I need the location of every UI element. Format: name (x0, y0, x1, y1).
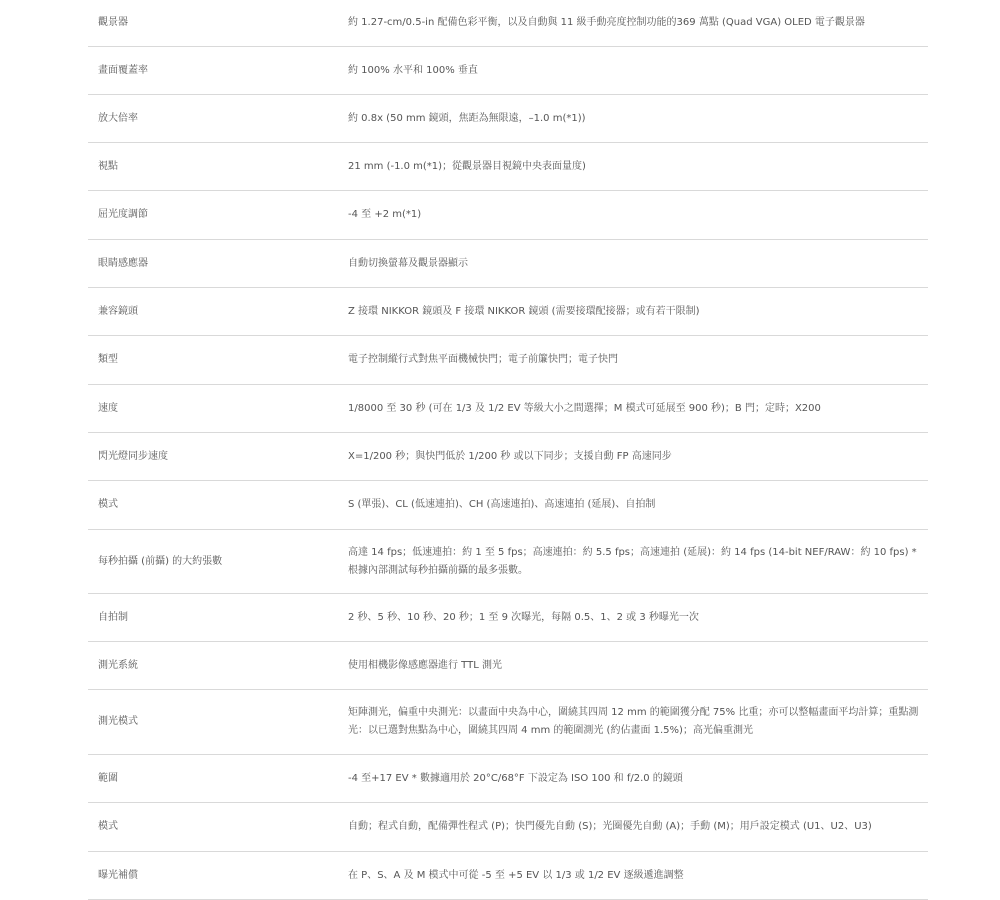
spec-row-release-mode (88, 481, 928, 530)
spec-label: 類型 (98, 354, 118, 365)
spec-row-self-timer (88, 594, 928, 642)
spec-value: -4 至+17 EV * 數據適用於 20°C/68°F 下設定為 ISO 100 和 f/2.0 的鏡頭 (348, 772, 683, 784)
spec-label: 放大倍率 (98, 112, 138, 124)
spec-label: 自拍制 (98, 611, 128, 623)
spec-label: 觀景器 (98, 17, 128, 28)
spec-row-metering-system (88, 642, 928, 690)
spec-value: 自動切換螢幕及觀景器顯示 (348, 257, 468, 269)
spec-row-compatible-lenses (88, 288, 928, 336)
spec-value: 在 P、S、A 及 M 模式中可從 -5 至 +5 EV 以 1/3 或 1/2 EV 逐級遞進調整 (348, 869, 684, 881)
spec-label: 測光模式 (98, 716, 138, 727)
spec-value: 21 mm (-1.0 m(*1)；從觀景器目視鏡中央表面量度) (348, 160, 586, 172)
spec-row-shutter-type (88, 336, 928, 385)
spec-row-shutter-speed (88, 385, 928, 433)
spec-value: 約 1.27-cm/0.5-in 配備色彩平衡，以及自動與 11 級手動亮度控制功能的369 萬點 (Quad VGA) OLED 電子觀景器 (348, 17, 865, 28)
spec-value: 2 秒、5 秒、10 秒、20 秒；1 至 9 次曝光，每隔 0.5、1、2 或 3 秒曝光一次 (348, 611, 699, 623)
spec-row-viewfinder (88, 0, 928, 47)
spec-value: -4 至 +2 m(*1) (348, 209, 422, 220)
spec-value: 自動；程式自動，配備彈性程式 (P)；快門優先自動 (S)；光圈優先自動 (A)；手動 (M)；用戶設定模式 (U1、U2、U3) (348, 821, 872, 832)
spec-label: 閃光燈同步速度 (98, 450, 168, 462)
spec-value: 使用相機影像感應器進行 TTL 測光 (348, 659, 502, 671)
spec-label: 測光系統 (98, 659, 138, 671)
spec-value: 矩陣測光，偏重中央測光：以畫面中央為中心，圍繞其四周 12 mm 的範圍獲分配 75% 比重；亦可以整幅畫面平均計算；重點測光：以已選對焦點為中心，圍繞其四周 4 mm 的範圍測光 (約佔畫面 1.5%)；高光偏重測光 (348, 707, 919, 736)
spec-label: 每秒拍攝 (前攝) 的大約張數 (98, 555, 223, 567)
spec-label: 曝光補償 (98, 869, 138, 881)
spec-row-magnification (88, 95, 928, 143)
spec-label: 畫面覆蓋率 (98, 64, 148, 76)
spec-row-flash-sync (88, 433, 928, 481)
spec-value: 約 0.8x (50 mm 鏡頭，焦距為無限遠，–1.0 m(*1)) (348, 112, 586, 124)
spec-label: 視點 (98, 160, 118, 172)
spec-row-exposure-compensation (88, 852, 928, 900)
spec-row-frame-rate (88, 530, 928, 594)
spec-label: 模式 (98, 499, 118, 510)
spec-value: Z 接環 NIKKOR 鏡頭及 F 接環 NIKKOR 鏡頭 (需要接環配接器；或有若干限制) (348, 305, 700, 317)
spec-label: 範圍 (98, 772, 118, 784)
spec-value: 電子控制縱行式對焦平面機械快門；電子前簾快門；電子快門 (348, 354, 618, 365)
spec-table (88, 0, 928, 900)
spec-row-metering-mode (88, 690, 928, 755)
spec-value: 高達 14 fps；低速連拍：約 1 至 5 fps；高速連拍：約 5.5 fps；高速連拍 (延展)：約 14 fps (14-bit NEF/RAW：約 10 fps) * 根據內部測試每秒拍攝前攝的最多張數。 (348, 546, 917, 576)
spec-value: 約 100% 水平和 100% 垂直 (348, 64, 478, 76)
spec-row-exposure-mode (88, 803, 928, 852)
spec-row-metering-range (88, 755, 928, 803)
spec-value: X=1/200 秒；與快門低於 1/200 秒 或以下同步；支援自動 FP 高速同步 (348, 450, 672, 462)
spec-row-frame-coverage (88, 47, 928, 95)
spec-label: 兼容鏡頭 (98, 305, 138, 317)
spec-row-diopter (88, 191, 928, 240)
spec-label: 模式 (98, 821, 118, 832)
spec-row-eyepoint (88, 143, 928, 191)
spec-value: S (單張)、CL (低速連拍)、CH (高速連拍)、高速連拍 (延展)、自拍制 (348, 499, 656, 510)
spec-label: 眼睛感應器 (98, 257, 148, 269)
spec-label: 速度 (98, 402, 118, 414)
spec-value: 1/8000 至 30 秒 (可在 1/3 及 1/2 EV 等級大小之間選擇；M 模式可延展至 900 秒)；B 門；定時；X200 (348, 402, 821, 414)
spec-label: 屈光度調節 (98, 209, 148, 220)
spec-row-eye-sensor (88, 240, 928, 288)
